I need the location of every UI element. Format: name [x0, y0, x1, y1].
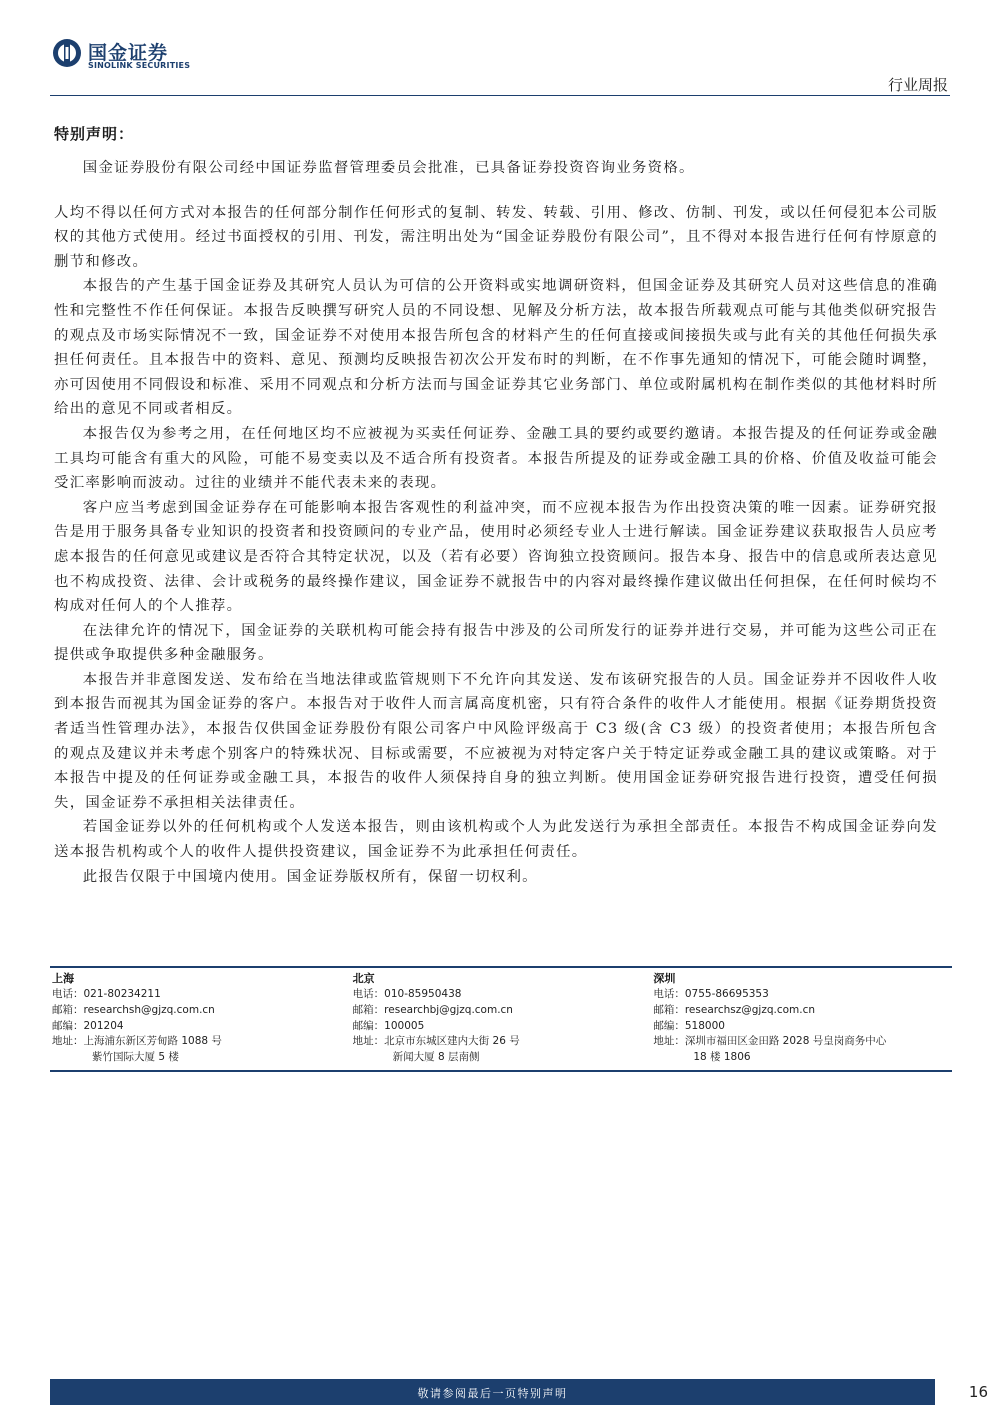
disclaimer-title: 特别声明：: [54, 125, 135, 143]
office-shenzhen: [651, 971, 952, 1066]
office-phone: 电话：010-85950438: [352, 988, 462, 1000]
logo-english-name: SINOLINK SECURITIES: [88, 61, 191, 70]
office-beijing: [351, 971, 652, 1066]
header-divider: [50, 95, 950, 96]
disclaimer-paragraph: 若国金证券以外的任何机构或个人发送本报告，则由该机构或个人为此发送行为承担全部责任。本报告不构成国金证券向发送本报告机构或个人的收件人提供投资建议，国金证券不为此承担任何责任。: [54, 819, 938, 861]
office-address: 地址：北京市东城区建内大街 26 号: [352, 1035, 520, 1048]
office-postcode: 邮编：518000: [653, 1019, 725, 1032]
disclaimer-paragraph: 人均不得以任何方式对本报告的任何部分制作任何形式的复制、转发、转载、引用、修改、仿制、刊发，或以任何侵犯本公司版权的其他方式使用。经过书面授权的引用、刊发，需注明出处为“国金证券股份有限公司”，且不得对本报告进行任何有悖原意的删节和修改。: [54, 204, 938, 270]
office-shanghai: [50, 971, 351, 1066]
office-address-cont: 紫竹国际大厦 5 楼: [92, 1051, 179, 1064]
office-email: 邮箱：researchbj@gjzq.com.cn: [352, 1003, 513, 1016]
page-number: 16: [968, 1383, 988, 1401]
disclaimer-paragraph: 此报告仅限于中国境内使用。国金证券版权所有，保留一切权利。: [82, 868, 538, 885]
office-city: 深圳: [653, 972, 676, 985]
disclaimer-paragraph: 本报告并非意图发送、发布给在当地法律或监管规则下不允许向其发送、发布该研究报告的人员。国金证券并不因收件人收到本报告而视其为国金证券的客户。本报告对于收件人而言属高度机密，只有符合条件的收件人才能使用。根据《证券期货投资者适当性管理办法》，本报告仅供国金证券股份有限公司客户中风险评级高于 C3 级(含 C3 级）的投资者使用；本报告所包含的观点及建议并未考虑个别客户的特殊状况、目标或需要，不应被视为对特定客户关于特定证券或金融工具的建议或策略。对于本报告中提及的任何证券或金融工具，本报告的收件人须保持自身的独立判断。使用国金证券研究报告进行投资，遭受任何损失，国金证券不承担相关法律责任。: [54, 671, 938, 811]
office-address-cont: 新闻大厦 8 层南侧: [392, 1051, 480, 1064]
office-phone: 电话：0755-86695353: [653, 988, 769, 1000]
office-postcode: 邮编：201204: [52, 1019, 124, 1032]
disclaimer-paragraph: 本报告仅为参考之用，在任何地区均不应被视为买卖任何证券、金融工具的要约或要约邀请。本报告提及的任何证券或金融工具均可能含有重大的风险，可能不易变卖以及不适合所有投资者。本报告所提及的证券或金融工具的价格、价值及收益可能会受汇率影响而波动。过往的业绩并不能代表未来的表现。: [54, 425, 938, 492]
office-postcode: 邮编：100005: [352, 1019, 425, 1032]
disclaimer-section: [54, 122, 938, 889]
office-email: 邮箱：researchsh@gjzq.com.cn: [52, 1003, 215, 1016]
logo-chinese-name: 国金证券: [88, 42, 169, 64]
sinolink-logo-icon: [52, 38, 82, 68]
office-address-cont: 18 楼 1806: [693, 1051, 751, 1064]
office-phone: 电话：021-80234211: [52, 988, 161, 1000]
disclaimer-paragraph: 本报告的产生基于国金证券及其研究人员认为可信的公开资料或实地调研资料，但国金证券及其研究人员对这些信息的准确性和完整性不作任何保证。本报告反映撰写研究人员的不同设想、见解及分析方法，故本报告所载观点可能与其他类似研究报告的观点及市场实际情况不一致，国金证券不对使用本报告所包含的材料产生的任何直接或间接损失或与此有关的其他任何损失承担任何责任。且本报告中的资料、意见、预测均反映报告初次公开发布时的判断，在不作事先通知的情况下，可能会随时调整，亦可因使用不同假设和标准、采用不同观点和分析方法而与国金证券其它业务部门、单位或附属机构在制作类似的其他材料时所给出的意见不同或者相反。: [54, 278, 938, 418]
disclaimer-paragraph: 客户应当考虑到国金证券存在可能影响本报告客观性的利益冲突，而不应视本报告为作出投资决策的唯一因素。证券研究报告是用于服务具备专业知识的投资者和投资顾问的专业产品，使用时必须经专业人士进行解读。国金证券建议获取报告人员应考虑本报告的任何意见或建议是否符合其特定状况，以及（若有必要）咨询独立投资顾问。报告本身、报告中的信息或所表达意见也不构成投资、法律、会计或税务的最终操作建议，国金证券不就报告中的内容对最终操作建议做出任何担保，在任何时候均不构成对任何人的个人推荐。: [54, 499, 938, 615]
report-type-label: 行业周报: [887, 76, 948, 94]
office-city: 上海: [52, 972, 74, 985]
footer-notice: 敬请参阅最后一页特别声明: [417, 1387, 568, 1400]
office-address: 地址：深圳市福田区金田路 2028 号皇岗商务中心: [653, 1035, 887, 1048]
disclaimer-paragraph: 国金证券股份有限公司经中国证券监督管理委员会批准，已具备证券投资咨询业务资格。: [82, 160, 695, 176]
office-city: 北京: [352, 972, 375, 985]
footer-bar: [50, 1379, 935, 1405]
office-email: 邮箱：researchsz@gjzq.com.cn: [653, 1003, 816, 1016]
office-contacts: [50, 966, 952, 1072]
office-address: 地址：上海浦东新区芳甸路 1088 号: [52, 1035, 222, 1048]
disclaimer-paragraph: 在法律允许的情况下，国金证券的关联机构可能会持有报告中涉及的公司所发行的证券并进行交易，并可能为这些公司正在提供或争取提供多种金融服务。: [54, 622, 938, 664]
